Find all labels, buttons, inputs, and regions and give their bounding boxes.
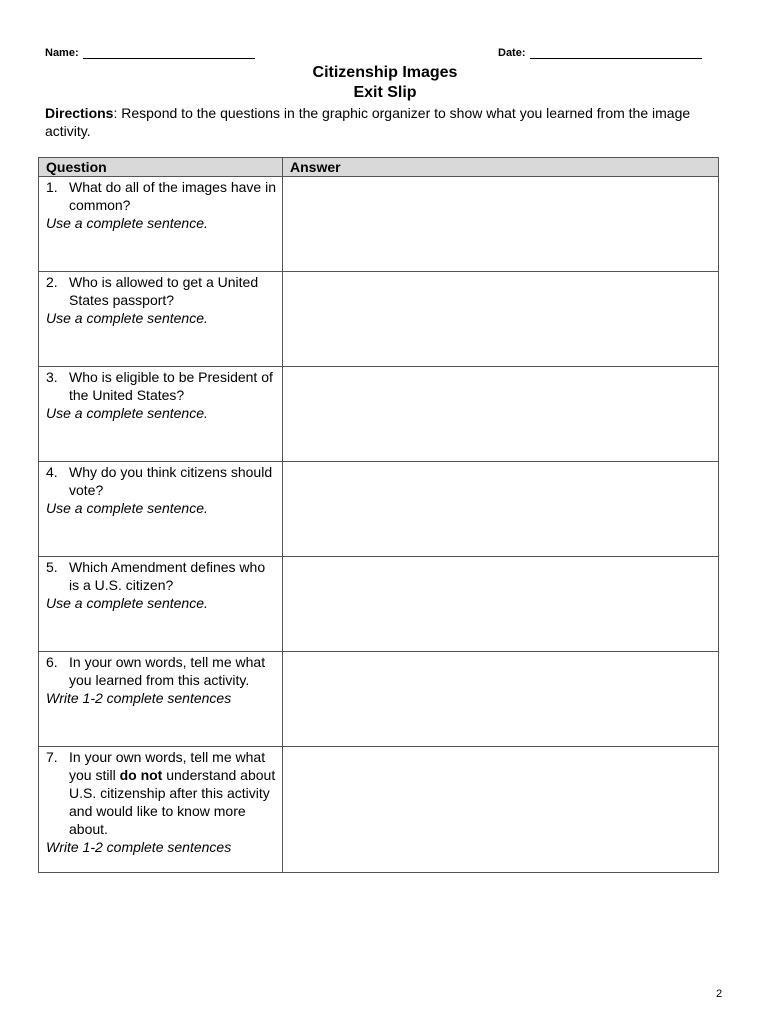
question-cell: [39, 177, 283, 272]
question-instruction: Use a complete sentence.: [46, 405, 208, 421]
answer-cell[interactable]: [283, 652, 719, 747]
table-row: [39, 462, 719, 557]
table-row: [39, 747, 719, 873]
question-cell: [39, 747, 283, 873]
question-text: Who is allowed to get a United States passport?: [69, 274, 259, 308]
date-label: Date:: [498, 47, 526, 59]
question-instruction: Use a complete sentence.: [46, 595, 208, 611]
question-text-part: understand about U.S. citizenship after this activity and would like to know more about.: [69, 767, 276, 837]
answer-cell[interactable]: [283, 747, 719, 873]
page-number: 2: [716, 988, 723, 1000]
question-text: Which Amendment defines who is a U.S. citizen?: [69, 559, 266, 593]
document-title: Citizenship Images: [312, 64, 458, 81]
table-row: [39, 652, 719, 747]
question-cell: [39, 272, 283, 367]
table-row: [39, 557, 719, 652]
answer-cell[interactable]: [283, 177, 719, 272]
table-header-row: [39, 158, 719, 177]
table-row: [39, 367, 719, 462]
question-text: Who is eligible to be President of the United States?: [69, 369, 273, 403]
question-instruction: Write 1-2 complete sentences: [46, 839, 232, 855]
question-text: Why do you think citizens should vote?: [69, 464, 273, 498]
table-row: [39, 177, 719, 272]
question-instruction: Write 1-2 complete sentences: [46, 690, 232, 706]
question-instruction: Use a complete sentence.: [46, 310, 208, 326]
question-instruction: Use a complete sentence.: [46, 500, 208, 516]
answer-cell[interactable]: [283, 557, 719, 652]
name-field: [45, 47, 255, 59]
question-cell: [39, 557, 283, 652]
question-text: What do all of the images have in common?: [69, 179, 277, 213]
name-label: Name:: [45, 47, 79, 59]
header-fields: [45, 47, 710, 63]
question-column-header: Question: [39, 158, 283, 177]
question-number: 2.: [46, 274, 58, 290]
question-number: 1.: [46, 179, 58, 195]
question-text-part: In your own words, tell me what you still: [69, 749, 266, 783]
question-number: 4.: [46, 464, 58, 480]
directions-label: Directions: [45, 105, 114, 121]
answer-cell[interactable]: [283, 367, 719, 462]
date-field: [498, 47, 702, 59]
date-blank-line[interactable]: [530, 47, 702, 59]
question-instruction: Use a complete sentence.: [46, 215, 208, 231]
name-blank-line[interactable]: [83, 47, 255, 59]
question-cell: [39, 462, 283, 557]
answer-cell[interactable]: [283, 272, 719, 367]
graphic-organizer-table: [38, 157, 719, 873]
question-text: In your own words, tell me what you learned from this activity.: [69, 654, 266, 688]
table-row: [39, 272, 719, 367]
directions-text: : Respond to the questions in the graphic organizer to show what you learned from the image activity.: [45, 105, 691, 139]
directions: [45, 104, 715, 140]
question-text: [69, 748, 278, 838]
question-number: 3.: [46, 369, 58, 385]
answer-column-header: Answer: [283, 158, 719, 177]
question-cell: [39, 652, 283, 747]
question-number: 5.: [46, 559, 58, 575]
question-cell: [39, 367, 283, 462]
answer-cell[interactable]: [283, 462, 719, 557]
question-text-emphasis: do not: [119, 767, 163, 783]
question-number: 7.: [46, 749, 58, 765]
question-number: 6.: [46, 654, 58, 670]
document-subtitle: Exit Slip: [353, 84, 417, 101]
